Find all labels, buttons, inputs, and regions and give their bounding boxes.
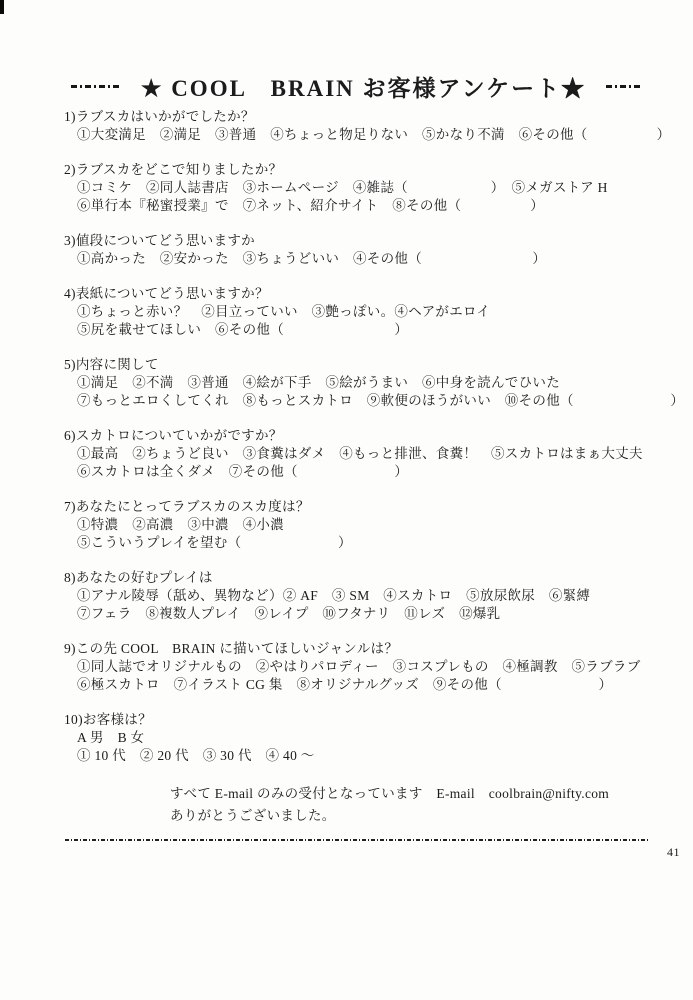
question-1-label: 1)ラブスカはいかがでしたか？ xyxy=(64,109,255,124)
question-4-options: ⑤尻を載せてほしい ⑥その他（ ） xyxy=(77,322,409,337)
footer-thanks-line: ありがとうございました。 xyxy=(170,808,336,823)
question-3-label: 3)値段についてどう思いますか xyxy=(64,233,255,248)
question-4-options: ①ちょっと赤い？ ②目立っていい ③艶っぽい。④ヘアがエロイ xyxy=(77,304,491,319)
question-10-options: ① 10 代 ② 20 代 ③ 30 代 ④ 40 ～ xyxy=(77,748,315,763)
question-3 xyxy=(64,232,679,268)
question-3-options: ①高かった ②安かった ③ちょうどいい ④その他（ ） xyxy=(77,251,547,266)
question-6-options: ①最高 ②ちょうど良い ③食糞はダメ ④もっと排泄、食糞！ ⑤スカトロはまぁ大丈夫 xyxy=(77,446,643,461)
question-10-options: A 男 B 女 xyxy=(77,730,145,745)
question-6 xyxy=(64,427,679,481)
question-7-options: ⑤こういうプレイを望む（ ） xyxy=(77,535,352,550)
bottom-divider xyxy=(65,839,648,841)
question-2-options: ⑥単行本『秘蜜授業』で ⑦ネット、紹介サイト ⑧その他（ ） xyxy=(77,198,545,213)
question-9-options: ⑥極スカトロ ⑦イラスト CG 集 ⑧オリジナルグッズ ⑨その他（ ） xyxy=(77,677,613,692)
footer-contact-line: すべて E-mail のみの受付となっています E-mail coolbrain@nifty.com xyxy=(170,786,610,801)
question-10-label: 10)お客様は？ xyxy=(64,712,152,727)
question-8 xyxy=(64,569,679,623)
question-7 xyxy=(64,498,679,552)
question-5-options: ①満足 ②不満 ③普通 ④絵が下手 ⑤絵がうまい ⑥中身を読んでひいた xyxy=(77,375,560,390)
question-2-label: 2)ラブスカをどこで知りましたか？ xyxy=(64,162,283,177)
question-6-label: 6)スカトロについていかがですか？ xyxy=(64,428,283,443)
page-title: ★ COOL BRAIN お客様アンケート★ xyxy=(140,76,587,101)
title-dash-right xyxy=(606,85,642,88)
question-5-label: 5)内容に関して xyxy=(64,357,159,372)
question-9-options: ①同人誌でオリジナルもの ②やはりパロディー ③コスプレもの ④極調教 ⑤ラブラブ xyxy=(77,659,641,674)
question-2-options: ①コミケ ②同人誌書店 ③ホームページ ④雑誌（ ） ⑤メガストア H xyxy=(77,180,608,195)
question-4 xyxy=(64,285,679,339)
question-10 xyxy=(64,711,679,765)
question-8-options: ①アナル陵辱（舐め、異物など）② AF ③ SM ④スカトロ ⑤放尿飲尿 ⑥緊縛 xyxy=(77,588,591,603)
scan-artifact xyxy=(0,0,4,14)
question-7-options: ①特濃 ②高濃 ③中濃 ④小濃 xyxy=(77,517,284,532)
question-1-options: ①大変満足 ②満足 ③普通 ④ちょっと物足りない ⑤かなり不満 ⑥その他（ ） xyxy=(77,127,671,142)
question-8-label: 8)あなたの好むプレイは xyxy=(64,570,213,585)
page-header xyxy=(10,70,693,103)
question-9 xyxy=(64,640,679,694)
question-5-options: ⑦もっとエロくしてくれ ⑧もっとスカトロ ⑨軟便のほうがいい ⑩その他（ ） xyxy=(77,393,685,408)
question-1 xyxy=(64,108,679,144)
question-6-options: ⑥スカトロは全くダメ ⑦その他（ ） xyxy=(77,464,409,479)
title-dash-left xyxy=(71,85,121,88)
question-8-options: ⑦フェラ ⑧複数人プレイ ⑨レイプ ⑩フタナリ ⑪レズ ⑫爆乳 xyxy=(77,606,501,621)
page-number: 41 xyxy=(667,845,680,859)
question-2 xyxy=(64,161,679,215)
survey-body xyxy=(64,108,685,827)
question-7-label: 7)あなたにとってラブスカのスカ度は？ xyxy=(64,499,310,514)
question-4-label: 4)表紙についてどう思いますか？ xyxy=(64,286,269,301)
question-9-label: 9)この先 COOL BRAIN に描いてほしいジャンルは？ xyxy=(64,641,399,656)
footer-note xyxy=(170,783,679,827)
question-5 xyxy=(64,356,685,410)
